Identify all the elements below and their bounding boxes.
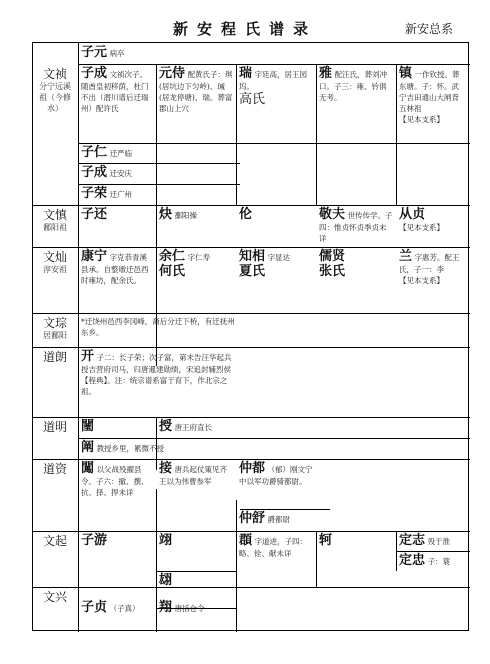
entry-ziyou: [78, 531, 156, 586]
entry-note: 一作钦授。葬东塘。子：怀。武宁吉田通山大闸背五林祖: [399, 70, 460, 113]
entry-name: 翔: [159, 600, 173, 615]
entry-note: 以父战殁擢县令。子六：撤、撰、抗、择、捍未详: [81, 465, 149, 497]
entry-note: 文祯次子。随酋皇初移荫，杜门不出（潜川谱后迁瑞州）配许氏: [81, 70, 149, 113]
entry-dingzhong: [396, 551, 469, 571]
entry-ziyuan: [78, 43, 238, 63]
generation-daozi: [33, 459, 77, 530]
entry-name: 雅: [319, 66, 333, 81]
entry-yuanshi: [156, 64, 236, 143]
entry-kangning: [78, 247, 156, 313]
generation-note: 分宁远溪祖（今修水）: [39, 82, 71, 113]
entry-name: 翊: [159, 533, 173, 548]
entry-name: 伦: [239, 207, 253, 222]
branch-reference: 【见本支系】: [399, 115, 444, 124]
generation-name: 文祯: [42, 67, 67, 81]
entry-note: 迁广州: [109, 190, 133, 199]
entry-xiang: [156, 598, 256, 620]
entry-name: 子仁: [81, 145, 108, 160]
generation-name: 文琮: [42, 316, 67, 330]
entry-lan: [396, 247, 469, 313]
entry-name: 元侍: [159, 66, 186, 81]
generation-wencong: [33, 313, 77, 346]
generation-name: 文兴: [42, 590, 67, 604]
generation-note: 淳安祖: [43, 265, 67, 274]
generation-wenzhen: [33, 64, 77, 163]
entry-name: 轲: [319, 533, 333, 548]
entry-note: 字道进，子四：略、铨、献未详: [239, 537, 308, 558]
entry-note: 殁于淮: [427, 537, 451, 546]
generation-wencan: [33, 247, 77, 313]
entry-name: 定忠: [399, 553, 426, 568]
entry-dingzhi: [396, 531, 469, 551]
generation-name: 文灿: [42, 250, 67, 264]
entry-jingfu: [316, 205, 396, 247]
entry-zizhen: [78, 598, 156, 620]
entry-note: 配汪氏，葬刘冲口。子三：雍、钤俱无考。: [319, 70, 388, 102]
entry-name: 仲都: [239, 461, 266, 476]
entry-name: 子贞: [81, 600, 108, 615]
entry-kai: [78, 347, 238, 416]
entry-wencong-note: *迁饶州邑西李冈峰，裔后分迁下桥，有迁抚州东乡。: [81, 317, 235, 337]
entry-note: 唐括仓令: [174, 604, 205, 613]
entry-chuang: [78, 459, 156, 530]
generation-note: 鄱阳祖: [43, 223, 67, 232]
entry-name: 炔: [159, 207, 173, 222]
generation-name: 道朗: [42, 350, 67, 364]
entry-name: 开: [81, 349, 95, 364]
entry-ke: [316, 531, 396, 571]
entry-note: 爵都尉: [267, 515, 291, 524]
entry-zhongdu: [236, 459, 316, 509]
entry-note: 唐王府直长: [174, 423, 213, 432]
entry-rui: [236, 64, 316, 143]
entry-yin: [78, 417, 156, 437]
spouse-name: 张氏: [319, 264, 346, 279]
generation-name: 道明: [42, 420, 67, 434]
generation-name: 道资: [42, 462, 67, 476]
entry-name: 子还: [81, 207, 108, 222]
entry-note: 字克恭青溪县承。自整墩迁邑西时雍坊，配余氏。: [81, 253, 149, 285]
entry-note: 配黄氏子：琪(居坑边下匀岭)、瑊(居龙停塘)、瑞。葬富郡山上穴: [159, 70, 233, 113]
entry-name: 兰: [399, 249, 413, 264]
entry-congzhen: [396, 205, 469, 247]
spouse-name: 夏氏: [239, 264, 266, 279]
entry-note: 世传传学。子四：惟贞怀贞季贞末详: [319, 211, 393, 243]
entry-hong: [156, 571, 236, 587]
generation-daoming: [33, 417, 77, 459]
entry-name: 瑞: [239, 66, 253, 81]
page-title: 新安程氏谱录: [172, 20, 317, 38]
entry-name: 子元: [81, 45, 108, 60]
entry-yun: [236, 531, 316, 586]
entry-name: 闖: [81, 461, 95, 476]
entry-zirong: [78, 184, 238, 204]
entry-ya: [316, 64, 396, 143]
generation-name: 文起: [42, 534, 67, 548]
entry-note: 字仁寿: [187, 253, 211, 262]
entry-note: 鄱阳操: [174, 211, 198, 220]
entry-chan: [78, 438, 258, 458]
entry-note: 子：蓑: [427, 557, 451, 566]
entry-note: （子真）: [109, 604, 140, 613]
entry-note: 病卒: [109, 49, 125, 58]
branch-reference: 【见本支系】: [399, 223, 444, 232]
entry-name: 从贞: [399, 207, 426, 222]
entry-name: 頵: [239, 533, 253, 548]
generation-wenqi: [33, 531, 77, 586]
entry-name: 授: [159, 419, 173, 434]
entry-yi: [156, 531, 236, 569]
entry-zhongshu: [236, 509, 316, 530]
entry-note: （郁）刚文宁中以军功爵骑都尉。: [239, 465, 313, 486]
entry-name: 子成: [81, 66, 108, 81]
entry-zihuan: [78, 205, 156, 247]
generation-wenxing: [33, 587, 77, 630]
entry-note: 字廷高，居王园坞。: [239, 70, 308, 91]
spouse-name: 何氏: [159, 264, 186, 279]
entry-name: 余仁: [159, 249, 186, 264]
entry-yuren: [156, 247, 236, 313]
entry-note: 字惠芳。配王氏，子一：李: [399, 253, 460, 274]
generation-daolang: [33, 347, 77, 416]
generation-note: 居鄱阳: [43, 331, 67, 340]
entry-ruxian: [316, 247, 396, 313]
entry-note: 迁安庆: [109, 169, 133, 178]
entry-name: 仲舒: [239, 511, 266, 526]
entry-note: 教授乡里，累微不授: [96, 444, 165, 453]
entry-name: 镇: [399, 66, 413, 81]
entry-que: [156, 205, 236, 247]
spouse-name: 高氏: [239, 92, 266, 107]
branch-reference: 【见本支系】: [399, 276, 444, 285]
entry-name: 接: [159, 461, 173, 476]
generation-name: 文慎: [42, 208, 67, 222]
entry-note: 迁严临: [109, 149, 133, 158]
entry-zhen: [396, 64, 469, 143]
entry-note: 字显达: [267, 253, 291, 262]
entry-name: 阐: [81, 440, 95, 455]
entry-name: 闉: [81, 419, 95, 434]
entry-name: 子荣: [81, 186, 108, 201]
entry-name: 翃: [159, 573, 173, 587]
entry-zhixiang: [236, 247, 316, 313]
entry-note: 子二：长子荣；次子富，第末告汪华起兵授吉营府司马，归唐暹建勋绩，宋追封辅烈侯【程典】。注：统宗谱系富于育下，作北宗之祖。: [81, 353, 232, 396]
entry-name: 知相: [239, 249, 266, 264]
entry-zicheng: [78, 64, 156, 143]
series-label: 新安总系: [405, 22, 454, 36]
entry-name: 子游: [81, 533, 108, 548]
entry-lun: [236, 205, 316, 247]
entry-jie: [156, 459, 236, 530]
entry-shou: [156, 417, 256, 437]
entry-note: 唐兵起仗策见齐王以为伟曹参军: [159, 465, 228, 486]
entry-name: 敬夫: [319, 207, 346, 222]
entry-name: 儒贤: [319, 249, 346, 264]
entry-name: 子成: [81, 165, 108, 180]
entry-zicheng-2: [78, 163, 238, 183]
entry-ziren: [78, 143, 238, 163]
entry-name: 定志: [399, 533, 426, 548]
entry-name: 康宁: [81, 249, 108, 264]
generation-wenshen: [33, 205, 77, 247]
